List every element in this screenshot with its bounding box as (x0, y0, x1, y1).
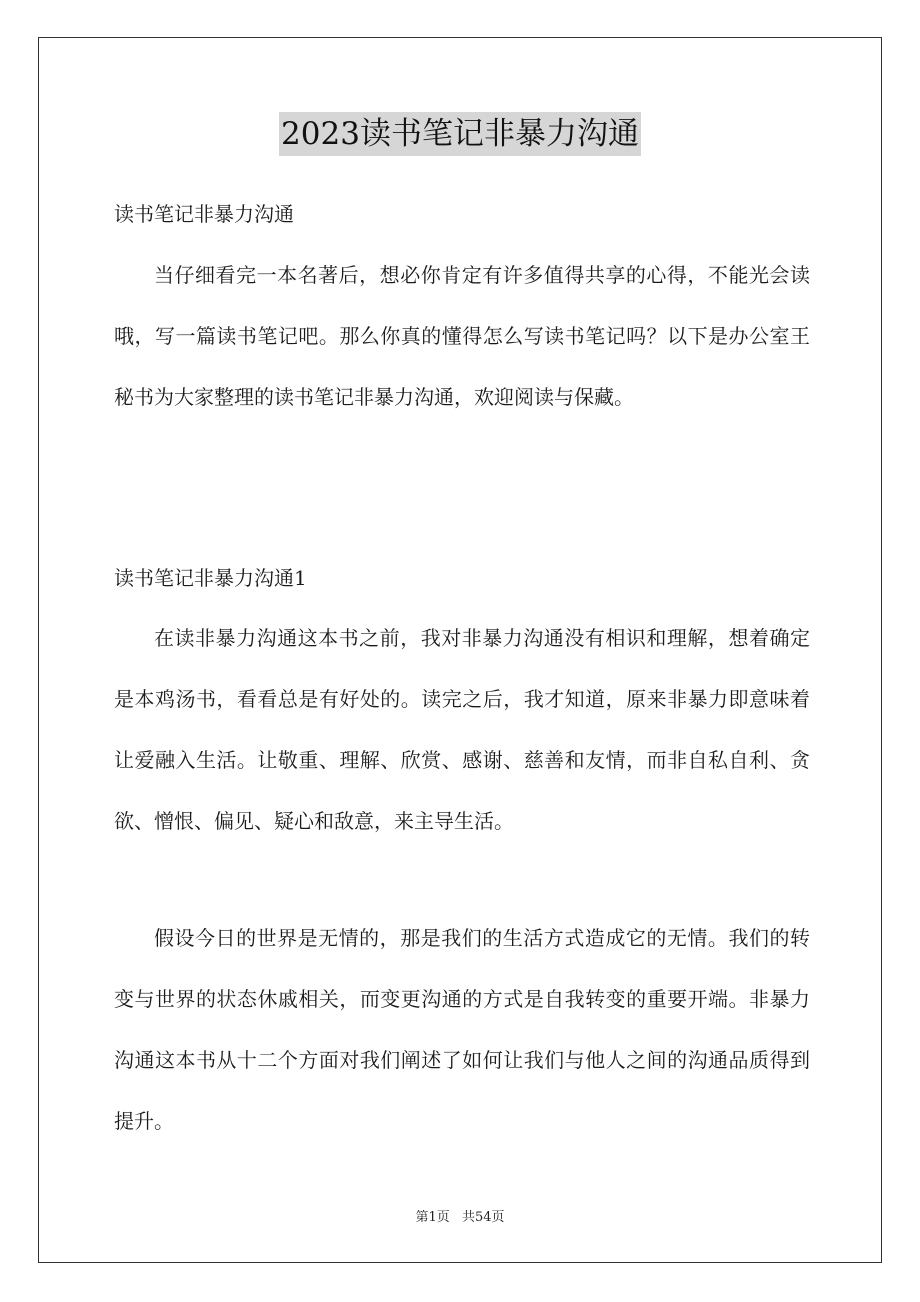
intro-paragraph: 当仔细看完一本名著后，想必你肯定有许多值得共享的心得，不能光会读哦，写一篇读书笔记吧。那么你真的懂得怎么写读书笔记吗？以下是办公室王秘书为大家整理的读书笔记非暴力沟通，欢迎阅读与保藏。 (114, 263, 810, 409)
section-1-paragraph-2: 假设今日的世界是无情的，那是我们的生活方式造成它的无情。我们的转变与世界的状态休戚相关，而变更沟通的方式是自我转变的重要开端。非暴力沟通这本书从十二个方面对我们阐述了如何让我们与他人之间的沟通品质得到提升。 (114, 926, 810, 1133)
document-title: 2023读书笔记非暴力沟通 (279, 112, 641, 156)
document-subtitle: 读书笔记非暴力沟通 (114, 202, 294, 226)
page-footer (0, 1206, 920, 1225)
total-page-count: 共54页 (461, 1210, 505, 1225)
section-1-paragraph-1: 在读非暴力沟通这本书之前，我对非暴力沟通没有相识和理解，想着确定是本鸡汤书，看看总是有好处的。读完之后，我才知道，原来非暴力即意味着让爱融入生活。让敬重、理解、欣赏、感谢、慈善和友情，而非自私自利、贪欲、憎恨、偏见、疑心和敌意，来主导生活。 (114, 626, 810, 833)
title-container (0, 112, 920, 156)
section-1-heading: 读书笔记非暴力沟通1 (114, 566, 307, 590)
current-page-number: 第1页 (415, 1210, 450, 1225)
